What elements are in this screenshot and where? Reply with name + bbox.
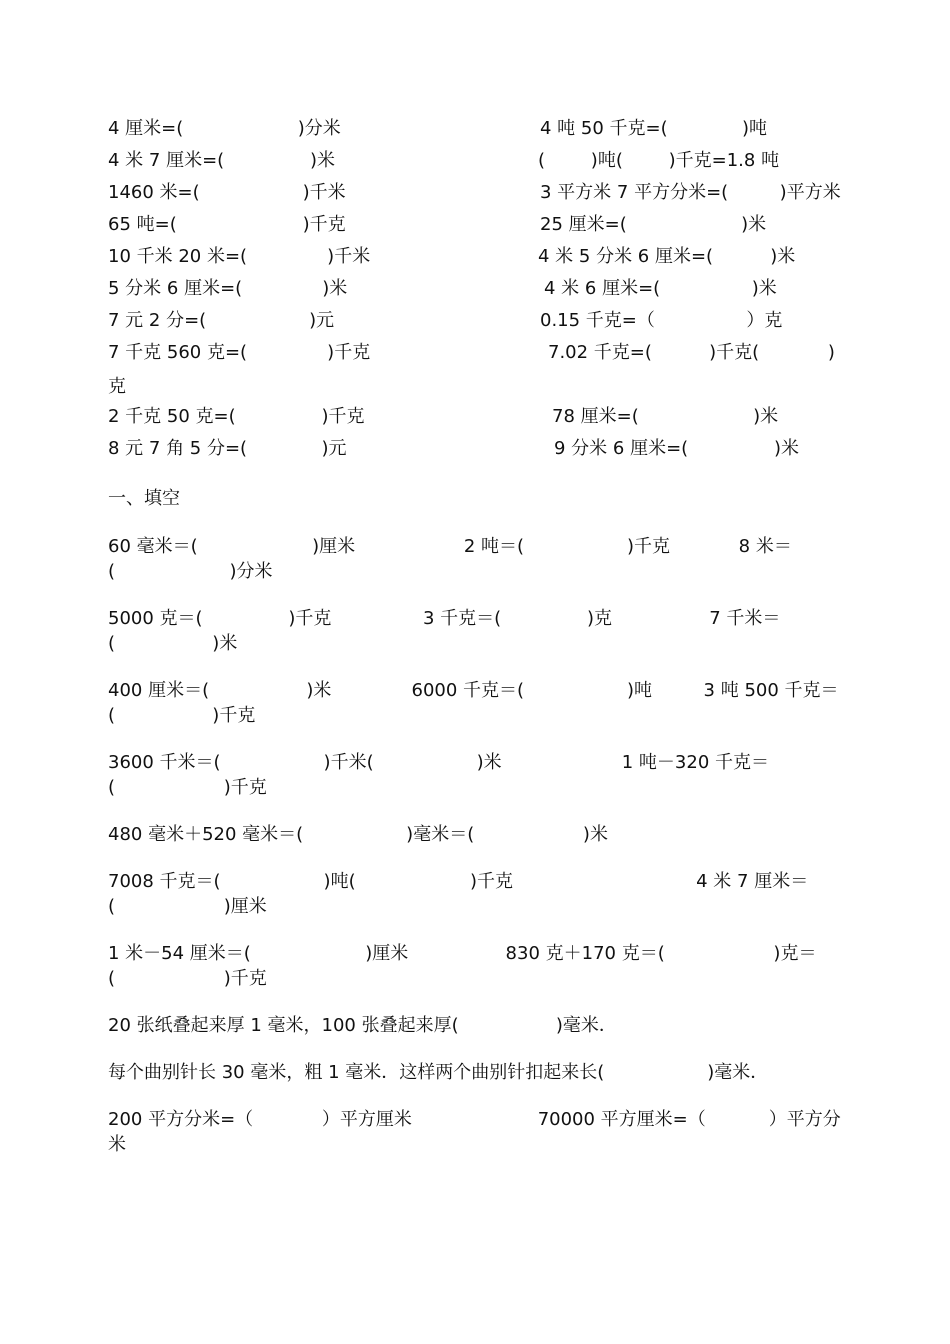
top-left-line-8: 7 千克 560 克=( )千克 [108,342,371,363]
top-left-line-3: 1460 米=( )千米 [108,182,346,203]
top-left-line-6: 5 分米 6 厘米=( )米 [108,278,348,299]
exercise-10-line-2: 米 [108,1134,126,1155]
top-right-line-3: 3 平方米 7 平方分米=( )平方米 [540,182,841,203]
exercise-4-line-2: ( )千克 [108,777,267,798]
top-left-line-11: 8 元 7 角 5 分=( )元 [108,438,347,459]
top-right-line-10: 78 厘米=( )米 [552,406,779,427]
exercise-1-line-2: ( )分米 [108,561,273,582]
top-left-line-9: 克 [108,376,126,397]
top-right-line-1: 4 吨 50 千克=( )吨 [540,118,768,139]
top-right-line-7: 0.15 千克=（ ）克 [540,310,783,331]
top-left-line-10: 2 千克 50 克=( )千克 [108,406,365,427]
exercise-3-line-1: 400 厘米＝( )米 6000 千克＝( )吨 3 吨 500 千克＝ [108,680,839,701]
top-right-line-2: ( )吨( )千克=1.8 吨 [538,150,780,171]
exercise-6-line-1: 7008 千克＝( )吨( )千克 4 米 7 厘米＝ [108,871,809,892]
top-right-line-8: 7.02 千克=( )千克( ) [548,342,835,363]
top-left-line-7: 7 元 2 分=( )元 [108,310,335,331]
top-right-line-6: 4 米 6 厘米=( )米 [544,278,777,299]
exercise-2-line-1: 5000 克＝( )千克 3 千克＝( )克 7 千米＝ [108,608,781,629]
top-left-line-4: 65 吨=( )千克 [108,214,346,235]
exercise-4-line-1: 3600 千米＝( )千米( )米 1 吨－320 千克＝ [108,752,770,773]
exercise-5-line-1: 480 毫米＋520 毫米＝( )毫米＝( )米 [108,824,608,845]
exercise-7-line-2: ( )千克 [108,968,267,989]
top-right-line-11: 9 分米 6 厘米=( )米 [554,438,800,459]
exercise-8-line-1: 20 张纸叠起来厚 1 毫米，100 张叠起来厚( )毫米． [108,1015,617,1036]
exercise-1-line-1: 60 毫米＝( )厘米 2 吨＝( )千克 8 米＝ [108,536,792,557]
exercise-3-line-2: ( )千克 [108,705,256,726]
exercise-10-line-1: 200 平方分米=（ ）平方厘米 70000 平方厘米=（ ）平方分 [108,1109,841,1130]
exercise-7-line-1: 1 米－54 厘米＝( )厘米 830 克＋170 克＝( )克＝ [108,943,817,964]
exercise-2-line-2: ( )米 [108,633,238,654]
top-left-line-1: 4 厘米=( )分米 [108,118,341,139]
section-title: 一、填空 [108,488,180,509]
exercise-9-line-1: 每个曲别针长 30 毫米，粗 1 毫米．这样两个曲别针扣起来长( )毫米． [108,1062,769,1083]
exercise-6-line-2: ( )厘米 [108,896,267,917]
top-left-line-2: 4 米 7 厘米=( )米 [108,150,336,171]
top-right-line-4: 25 厘米=( )米 [540,214,767,235]
top-left-line-5: 10 千米 20 米=( )千米 [108,246,371,267]
top-right-line-5: 4 米 5 分米 6 厘米=( )米 [538,246,796,267]
